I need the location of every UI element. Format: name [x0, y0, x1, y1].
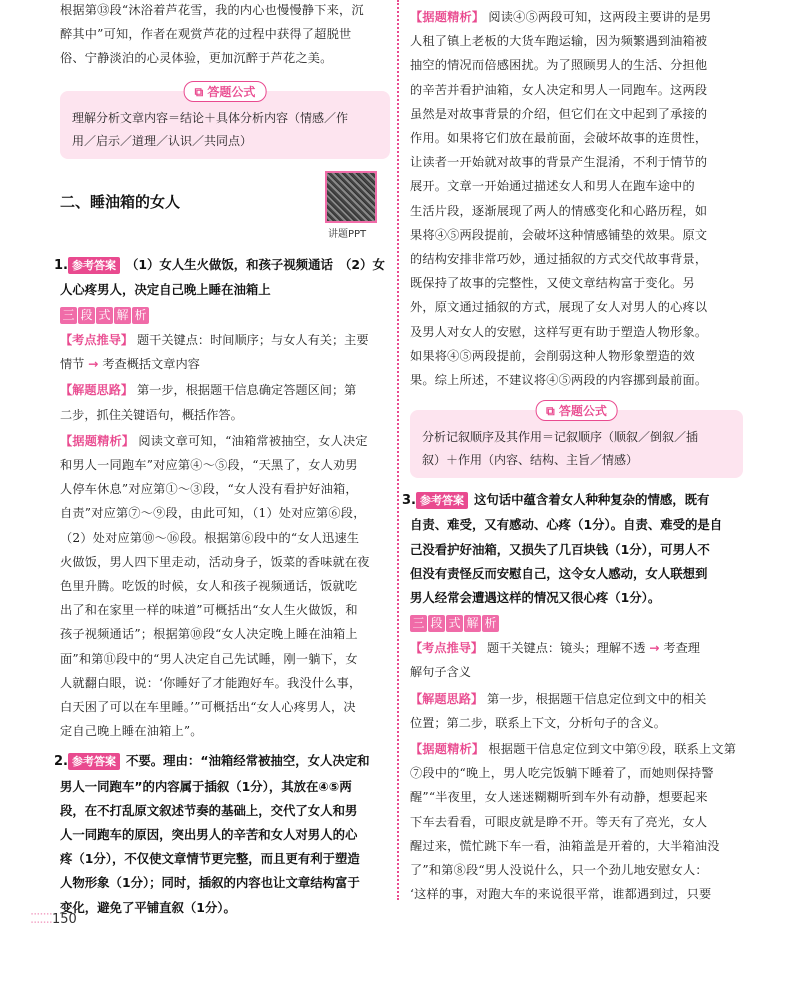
jingxi-label: 【据题精析】: [60, 433, 135, 448]
kaodian-label: 【考点推导】: [410, 641, 484, 656]
formula-box-2: [410, 404, 743, 478]
formula-line: 理解分析文章内容＝结论＋具体分析内容（情感／作: [72, 110, 349, 125]
text-line: 虽然是对故事背景的介绍，但它们在文中起到了承接的: [410, 106, 708, 121]
text-line: 的辛苦并看护油箱，女人决定和男人一同跑车。这两段: [410, 82, 708, 97]
qr-caption: 讲题PPT: [328, 228, 367, 240]
text-line: 生活片段，逐渐展现了两人的情感变化和心路历程，如: [410, 203, 708, 218]
reference-answer-tag: 参考答案: [68, 753, 120, 770]
silu-text: 第一步，根据题干信息确定答题区间；第: [137, 383, 357, 398]
text-line: （2）处对应第⑩～⑯段。根据第⑥段中的“女人迅速生: [60, 530, 360, 545]
badge-char: 三: [410, 615, 427, 632]
text-line: 男人经常会遭遇这样的情况又很心疼（1分）。: [410, 590, 661, 606]
text-line: 出了和在家里一样的味道”可概括出“女人生火做饭，和: [60, 603, 358, 618]
formula-title: ⧉ 答题公式: [535, 400, 618, 421]
jingxi-label: 【据题精析】: [410, 742, 485, 757]
kaodian-line: [60, 352, 390, 376]
text-line: 白天困了可以在车里睡。’”可概括出“女人心疼男人，决: [60, 700, 356, 715]
jingxi-paragraph: [410, 5, 743, 392]
badge-char: 段: [78, 307, 95, 324]
intro-paragraph: [60, 0, 390, 71]
text-line: 作用。如果将它们放在最前面，会破坏故事的连贯性，: [410, 131, 708, 146]
formula-box-1: [60, 84, 390, 159]
jingxi-paragraph: [60, 429, 390, 744]
text-line: 定自己晚上睡在油箱上”。: [60, 724, 203, 739]
question-number: 1.: [54, 257, 68, 273]
silu-line: 位置；第二步，联系上下文，分析句子的含义。: [410, 715, 666, 730]
arrow-right-icon: →: [649, 641, 660, 656]
text-line: 己没看护好油箱，又损失了几百块钱（1分），可男人不: [410, 541, 710, 557]
badge-char: 解: [114, 307, 131, 324]
text-line: 俗、宁静淡泊的心灵体验，更加沉醉于芦花之美。: [60, 51, 333, 66]
text-line: 根据第⑬段“沐浴着芦花雪，我的内心也慢慢静下来，沉: [60, 3, 364, 17]
silu-line: [410, 687, 743, 711]
page-number: [30, 912, 77, 927]
answer-line: [402, 488, 743, 513]
text-line: 果将④⑤两段提前，会破坏这种情感铺垫的效果。原文: [410, 227, 708, 242]
answer-text: 这句话中蕴含着女人种种复杂的情感，既有: [473, 492, 710, 508]
text-line: 醉其中”可知，作者在观赏芦花的过程中获得了超脱世: [60, 27, 352, 42]
kaodian-line: 解句子含义: [410, 665, 471, 680]
silu-text: 第一步，根据题干信息定位到文中的相关: [487, 691, 707, 706]
text-line: 醒过来，慌忙跳下车一看，油箱盖是开着的，大半箱油没: [410, 838, 720, 853]
kaodian-text: 题干关键点：时间顺序；与女人有关；主要: [137, 333, 369, 348]
text-line: 展开。文章一开始通过描述女人和男人在跑车途中的: [410, 179, 695, 194]
section-title: 二、睡油箱的女人: [60, 192, 181, 211]
badge-char: 式: [446, 615, 463, 632]
text-line: 色里升腾。吃饭的时候，女人和孩子视频通话，饭就吃: [60, 579, 358, 594]
answer-line: [54, 253, 390, 278]
layers-icon: ⧉: [546, 404, 559, 419]
question-1: [54, 253, 390, 744]
qr-code[interactable]: [325, 171, 377, 223]
answer-text: （1）女人生火做饭，和孩子视频通话 （2）女: [125, 256, 385, 272]
reference-answer-tag: 参考答案: [68, 257, 120, 274]
badge-char: 析: [482, 615, 499, 632]
question-number: 2.: [54, 754, 68, 770]
text-line: 段，在不打乱原文叙述节奏的基础上，交代了女人和男: [60, 802, 358, 818]
silu-line: [60, 378, 390, 402]
answer-paragraph: [410, 513, 743, 610]
page-number-text: 150: [51, 912, 77, 927]
question-3: [402, 488, 743, 906]
kaodian-text: 题干关键点：镜头；理解不透: [487, 641, 646, 656]
text-line: 人一同跑车的原因，突出男人的辛苦和女人对男人的心: [60, 827, 358, 843]
right-column: [402, 0, 743, 907]
text-line: 让读者一开始就对故事的背景产生混淆，不利于情节的: [410, 155, 708, 170]
jingxi-text: 阅读文章可知，“油箱常被抽空，女人决定: [138, 433, 368, 448]
text-line: 孩子视频通话”；根据第⑩段“女人决定晚上睡在油箱上: [60, 627, 358, 642]
silu-label: 【解题思路】: [60, 383, 134, 398]
text-line: ⑦段中的“晚上，男人吃完饭躺下睡着了，而她则保持警: [410, 766, 714, 781]
silu-label: 【解题思路】: [410, 691, 484, 706]
badge-char: 段: [428, 615, 445, 632]
badge-char: 式: [96, 307, 113, 324]
three-step-analysis-badge: [410, 612, 500, 632]
text-line: 醒”“半夜里，女人迷迷糊糊听到车外有动静，想要起来: [410, 790, 708, 805]
badge-char: 三: [60, 307, 77, 324]
text-line: [410, 737, 743, 761]
answer-text: 不要。理由：“油箱经常被抽空，女人决定和: [125, 753, 370, 769]
text-line: 面”和第⑪段中的“男人决定自己先试睡，刚一躺下，女: [60, 651, 358, 666]
text-line: 疼（1分），不仅使文章情节更完整，而且更有利于塑造: [60, 851, 360, 867]
text-line: 人就翻白眼，说：‘你睡好了才能跑好车。我没什么事，: [60, 675, 362, 690]
text-line: 人租了镇上老板的大货车跑运输，因为频繁遇到油箱被: [410, 34, 708, 49]
text-line: 人物形象（1分）；同时，插叙的内容也让文章结构富于: [60, 875, 360, 891]
answer-line: 人心疼男人，决定自己晚上睡在油箱上: [60, 281, 271, 297]
formula-title: ⧉ 答题公式: [184, 81, 267, 102]
jingxi-text: 阅读④⑤两段可知，这两段主要讲的是男: [488, 10, 712, 24]
text-line: 但没有责怪反而安慰自己，这令女人感动，女人联想到: [410, 565, 708, 581]
text-line: 自责、难受，又有感动、心疼（1分）。自责、难受的是自: [410, 517, 723, 533]
jingxi-text: 根据题干信息定位到文中第⑨段，联系上文第: [488, 742, 737, 757]
question-number: 3.: [402, 493, 416, 509]
text-line: 及男人对女人的安慰，这样写更有助于塑造人物形象。: [410, 324, 708, 339]
text-line: 既保持了故事的完整性，又使文章结构富于变化。另: [410, 276, 695, 291]
silu-line: 二步，抓住关键语句，概括作答。: [60, 407, 243, 422]
kaodian-text: 情节: [60, 357, 85, 372]
jingxi-label: 【据题精析】: [410, 10, 485, 24]
answer-paragraph: [60, 775, 390, 920]
question-2: [54, 749, 390, 919]
formula-line: 用／启示／道理／认识／共同点）: [72, 133, 253, 148]
kaodian-text: 考查概括文章内容: [102, 357, 200, 372]
kaodian-text: 考查理: [663, 641, 700, 656]
text-line: 人停车休息”对应第①～③段，“女人没有看护好油箱，: [60, 482, 358, 497]
three-step-analysis-badge: [60, 304, 150, 324]
text-line: 了”和第⑧段“男人没说什么，只一个劲儿地安慰女人：: [410, 863, 708, 878]
text-line: 和男人一同跑车”对应第④～⑤段，“天黑了，女人劝男: [60, 458, 358, 473]
left-column: [54, 0, 390, 920]
text-line: [410, 5, 743, 29]
text-line: 果。综上所述，不建议将④⑤两段的内容挪到最前面。: [410, 373, 708, 388]
answer-line: [54, 749, 390, 774]
layers-icon: ⧉: [194, 84, 208, 99]
text-line: 自责”对应第⑦～⑨段，由此可知，（1）处对应第⑥段，: [60, 506, 366, 521]
text-line: 下车去看看，可眼皮就是睁不开。等天有了亮光，女人: [410, 814, 708, 829]
text-line: 如果将④⑤两段提前，会削弱这种人物形象塑造的效: [410, 348, 695, 363]
text-line: 外，原文通过插叙的方式，展现了女人对男人的心疼以: [410, 300, 708, 315]
formula-line: 分析记叙顺序及其作用＝记叙顺序（顺叙／倒叙／插: [422, 430, 699, 445]
dots-decoration: ⁚⁚⁚⁚⁚⁚⁚: [30, 912, 52, 927]
kaodian-label: 【考点推导】: [60, 333, 134, 348]
formula-line: 叙）＋作用（内容、结构、主旨／情感）: [422, 453, 639, 468]
badge-char: 析: [132, 307, 149, 324]
kaodian-line: [410, 636, 743, 660]
text-line: 变化，避免了平铺直叙（1分）。: [60, 899, 236, 915]
jingxi-paragraph: [410, 737, 743, 906]
text-line: [60, 429, 390, 453]
kaodian-line: [60, 328, 390, 352]
section-header: [60, 169, 390, 247]
arrow-right-icon: →: [88, 357, 99, 372]
text-line: 抽空的情况而倍感困扰。为了照顾男人的生活、分担他: [410, 58, 708, 73]
reference-answer-tag: 参考答案: [416, 492, 468, 509]
text-line: ‘这样的事，对跑大车的来说很平常，谁都遇到过，只要: [410, 887, 712, 902]
column-divider: [397, 0, 399, 900]
badge-char: 解: [464, 615, 481, 632]
text-line: 火做饭，男人四下里走动，活动身子，饭菜的香味就在夜: [60, 554, 370, 569]
text-line: 的结构安排非常巧妙，通过插叙的方式交代故事背景，: [410, 252, 708, 267]
text-line: 男人一同跑车”的内容属于插叙（1分），其放在④⑤两: [60, 778, 352, 794]
